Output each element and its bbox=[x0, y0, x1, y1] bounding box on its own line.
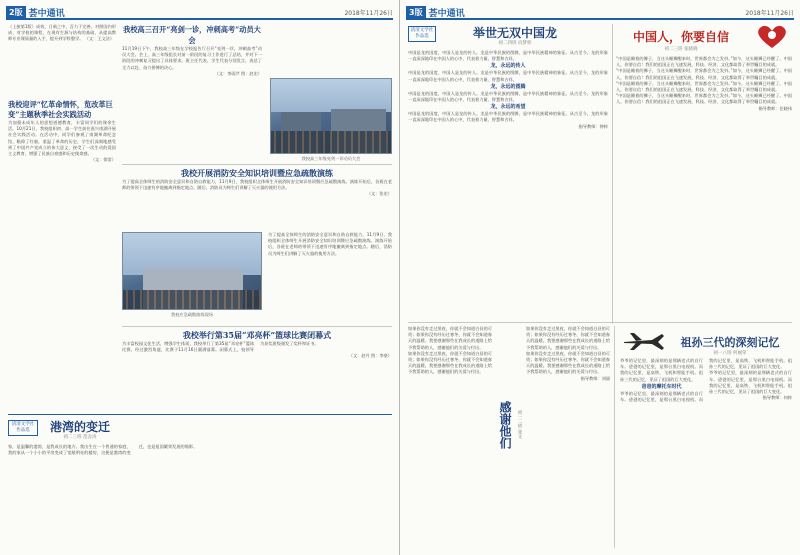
news2-article bbox=[122, 24, 262, 144]
essay1-sub3: 龙，永远的希望 bbox=[490, 104, 526, 111]
essay-byline: 初二三班 范舍涛 bbox=[63, 435, 97, 440]
photo-drill bbox=[122, 232, 262, 310]
essay2-body-4: “中国是睡着的狮子，当这头睡狮醒来时，世界都会为之发抖。”如今，这头睡狮已经醒了。中国人，你要自信！我们的祖国正在飞速发展，科技、经济、文化都取得了举世瞩目的成就。 bbox=[616, 93, 792, 105]
essay2-body: “中国是睡着的狮子，当这头睡狮醒来时，世界都会为之发抖。”如今，这头睡狮已经醒了。中国人，你要自信！我们的祖国正在飞速发展，科技、经济、文化都取得了举世瞩目的成就。 bbox=[616, 56, 792, 68]
essay1-sub2: 龙，永远的图腾 bbox=[490, 83, 526, 90]
right-masthead bbox=[406, 6, 794, 20]
news3-continued bbox=[268, 232, 392, 322]
left-date: 2018年11月26日 bbox=[344, 9, 393, 17]
essay4-body-3: 爷爷的记忆里，最深刻的是那辆老式的自行车。爸爸的记忆里，是那台黑白电视机。而我的记忆里，是高铁、飞机和智能手机。祖孙三代的记忆，见证了祖国的巨大变化。 bbox=[709, 370, 792, 395]
essay3-title: 感谢他们 bbox=[498, 401, 512, 449]
photo-assembly bbox=[270, 78, 392, 154]
essay3-sign: 指导教师：刘丽 bbox=[580, 375, 610, 381]
news4-sign: （文：赵丹 图：李豪） bbox=[348, 353, 392, 359]
right-paper-name: 荟中通讯 bbox=[428, 8, 465, 19]
airplane-icon bbox=[622, 330, 666, 352]
essay3-body-4: 如果你没有走过黑夜，你就不会知道白昼的可贵；如果你没有经历过寒冬，你就不会知道春天的温暖。我要感谢那些在我成长的道路上给予我帮助的人，感谢他们的关爱与付出。 bbox=[526, 350, 610, 375]
intro-sign: （文：王文洁） bbox=[84, 36, 115, 42]
news4-article bbox=[122, 330, 392, 450]
essay3-body-3: 如果你没有走过黑夜，你就不会知道白昼的可贵；如果你没有经历过寒冬，你就不会知道春天的温暖。我要感谢那些在我成长的道路上给予我帮助的人，感谢他们的关爱与付出。 bbox=[526, 326, 610, 350]
essay2-title: 中国人，你要自信 bbox=[632, 30, 729, 44]
literary-corner-tag: 清清文学社作品选 bbox=[8, 420, 38, 436]
essay1-sign: 指导教师：钟梓 bbox=[578, 123, 608, 129]
left-masthead bbox=[6, 6, 393, 20]
right-page bbox=[400, 0, 800, 555]
essay1-body-2: 中国是龙的国度，中国人是龙的传人。龙是中华民族的图腾，是中华民族精神的象征。从古至今，龙的形象一直深深地印在中国人的心中，代表着力量、智慧和吉祥。 bbox=[408, 70, 608, 82]
essay4-byline: 初一八班 何丽荣 bbox=[713, 351, 747, 356]
essay3-body: 如果你没有走过黑夜，你就不会知道白昼的可贵；如果你没有经历过寒冬，你就不会知道春天的温暖。我要感谢那些在我成长的道路上给予我帮助的人，感谢他们的关爱与付出。 bbox=[408, 326, 492, 350]
literary-tag: 清清文学社作品选 bbox=[408, 26, 436, 42]
photo2-caption: 我校应急疏散演练现场 bbox=[171, 312, 213, 317]
news4-body: 为丰富校园文化生活，增强学生体质，我校举行了第35届“邓亮杯”篮球比赛。经过激烈角逐，比赛于11月16日圆满落幕。闭幕式上，校领导为获奖班级颁发了奖杯和证书。 bbox=[122, 341, 319, 353]
column-divider bbox=[614, 326, 615, 548]
essay-title: 港湾的变迁 bbox=[49, 420, 110, 434]
news2-body: 11月19日下午，我校高三年级在学校报告厅召开“亮剑一诊，冲刺高考”动员大会。会上，高三年级组长对前一阶段的复习工作进行了总结，并对下一阶段的冲刺复习提出了具体要求。班主任代表、学生代表分别发言，表达了全力以赴、奋力拼搏的决心。 bbox=[122, 46, 262, 70]
essay-body: 家，是温馨的港湾，是我成长的地方。我出生在一个普通的家庭，我的家从一个小小的平房变成了宽敞明亮的楼房，这便是港湾的变迁，也是祖国繁荣发展的缩影。 bbox=[8, 444, 198, 456]
section-rule bbox=[8, 414, 392, 415]
essay1-article bbox=[408, 50, 608, 318]
column-divider bbox=[612, 24, 613, 324]
essay2-byline: 初二三班 张晓晓 bbox=[664, 47, 698, 52]
essay3-article-a bbox=[408, 326, 492, 548]
news4-title: 我校举行第35届“邓亮杯”篮球比赛闭幕式 bbox=[182, 330, 332, 340]
left-page-number: 2版 bbox=[6, 6, 26, 18]
news3-title: 我校开展消防安全知识培训暨应急疏散演练 bbox=[181, 168, 333, 178]
essay3-article-b bbox=[526, 326, 610, 548]
news3-article bbox=[122, 168, 392, 228]
essay3-body-2: 如果你没有走过黑夜，你就不会知道白昼的可贵；如果你没有经历过寒冬，你就不会知道春天的温暖。我要感谢那些在我成长的道路上给予我帮助的人，感谢他们的关爱与付出。 bbox=[408, 350, 492, 375]
essay1-body-4: 中国是龙的国度，中国人是龙的传人。龙是中华民族的图腾，是中华民族精神的象征。从古至今，龙的形象一直深深地印在中国人的心中，代表着力量、智慧和吉祥。 bbox=[408, 111, 608, 123]
essay1-byline: 初二四班 向梦梓 bbox=[498, 41, 532, 46]
news1-sign: （文：徐雷） bbox=[90, 157, 116, 163]
news2-sign: （文：李雨芹 图：赵宏） bbox=[214, 70, 262, 76]
divider bbox=[122, 164, 392, 165]
essay4-sign: 指导教师：何梓 bbox=[762, 395, 792, 401]
news3-body: 为了提高全体师生的消防安全意识和自防自救能力，11月9日，我校组织全体师生开展消防安全知识培训暨应急疏散演练。演练开始后，各班在老师的带领下迅速有序地撤离到指定地点。随后，消防员为师生们讲解了灭火器的使用方法。 bbox=[122, 179, 392, 191]
essay4-article bbox=[620, 358, 792, 548]
news2-title: 我校高三召开“亮剑一诊，冲刺高考”动员大会 bbox=[123, 25, 261, 45]
intro-article bbox=[8, 24, 116, 96]
essay2-sign: 指导教师：任晓伟 bbox=[758, 105, 792, 111]
essay1-body-3: 中国是龙的国度，中国人是龙的传人。龙是中华民族的图腾，是中华民族精神的象征。从古至今，龙的形象一直深深地印在中国人的心中，代表着力量、智慧和吉祥。 bbox=[408, 90, 608, 103]
news3-sign: （文：张宏） bbox=[366, 191, 392, 197]
essay1-body: 中国是龙的国度，中国人是龙的传人。龙是中华民族的图腾，是中华民族精神的象征。从古至今，龙的形象一直深深地印在中国人的心中，代表着力量、智慧和吉祥。 bbox=[408, 50, 608, 62]
essay2-body-3: “中国是睡着的狮子，当这头睡狮醒来时，世界都会为之发抖。”如今，这头睡狮已经醒了。中国人，你要自信！我们的祖国正在飞速发展，科技、经济、文化都取得了举世瞩目的成就。 bbox=[616, 80, 792, 93]
section-rule bbox=[408, 322, 792, 323]
essay4-title: 祖孙三代的深刻记忆 bbox=[680, 336, 780, 349]
intro-body: （上接第1版）成效，日新之中，吾力于完善。对照国内形成、对学校的课程，在现有生源与结构的基础，从提高教师专业课质量的入手，提升到学科整学。 bbox=[8, 24, 116, 42]
news1-article bbox=[8, 100, 116, 410]
essay1-sub1: 龙，永远的传人 bbox=[490, 63, 526, 70]
essay2-body-2: “中国是睡着的狮子，当这头睡狮醒来时，世界都会为之发抖。”如今，这头睡狮已经醒了。中国人，你要自信！我们的祖国正在飞速发展，科技、经济、文化都取得了举世瞩目的成就。 bbox=[616, 68, 792, 80]
essay4-body: 爷爷的记忆里，最深刻的是那辆老式的自行车。爸爸的记忆里，是那台黑白电视机。而我的记忆里，是高铁、飞机和智能手机。祖孙三代的记忆，见证了祖国的巨大变化。 bbox=[620, 358, 703, 382]
left-paper-name: 荟中通讯 bbox=[28, 8, 65, 19]
photo1-caption: 我校高三年级亮剑一诊动员大会 bbox=[301, 156, 361, 161]
divider bbox=[122, 326, 392, 327]
right-date: 2018年11月26日 bbox=[745, 9, 794, 17]
heart-badge-icon bbox=[754, 24, 790, 50]
essay4-sub: 爸爸的摩托车时代 bbox=[641, 383, 682, 390]
essay4-body-2: 爷爷的记忆里，最深刻的是那辆老式的自行车。爸爸的记忆里，是那台黑白电视机。而我的记忆里，是高铁、飞机和智能手机。祖孙三代的记忆，见证了祖国的巨大变化。 bbox=[620, 358, 792, 403]
news1-title: 我校迎评“忆革命情怀，览改革巨变”主题秋季社会实践活动 bbox=[8, 100, 113, 119]
right-page-number: 3版 bbox=[406, 6, 426, 18]
news3-body-continued: 为了提高全体师生的消防安全意识和自防自救能力，11月9日，我校组织全体师生开展消防安全知识培训暨应急疏散演练。演练开始后，各班在老师的带领下迅速有序地撤离到指定地点。随后，消防员为师生们讲解了灭火器的使用方法。 bbox=[268, 232, 392, 256]
news1-body: 为加强未成年人的思想道德教育，丰富同学们的课余生活，10月21日，我校组织初、高一学生前往嘉兴南湖开展社会实践活动。在活动中，同学们参观了南湖革命纪念馆，瞻仰了红船，重温了革命的历史，学生们深刻地感受到了中国共产党成立的伟大意义，接受了一次生动的爱国主义教育，增强了民族自豪感和历史使命感。 bbox=[8, 120, 116, 157]
essay3-byline: 初一二班 张文 bbox=[517, 409, 522, 439]
essay2-article bbox=[616, 56, 792, 318]
essay1-title: 举世无双中国龙 bbox=[472, 26, 557, 40]
